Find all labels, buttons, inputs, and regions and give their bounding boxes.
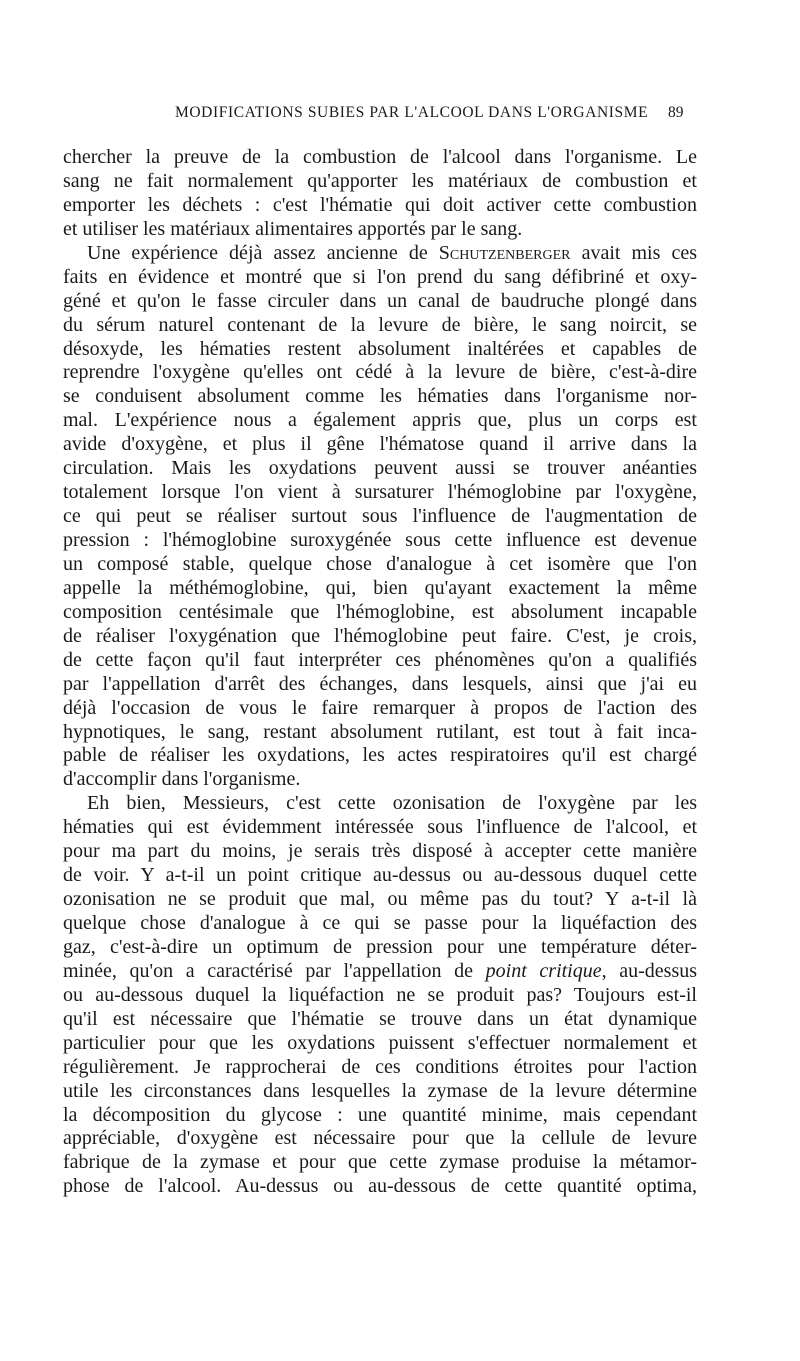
text-line: par l'appellation d'arrêt des échanges, dans lesquels, ainsi que j'ai eu — [63, 672, 697, 695]
italic-term: point critique — [485, 959, 602, 982]
text-line: chercher la preuve de la combustion de l'alcool dans l'organisme. Le — [63, 146, 697, 168]
text-line: utile les circonstances dans lesquelles la zymase de la levure détermine — [63, 1079, 697, 1102]
text-line: d'accomplir dans l'organisme. — [63, 768, 301, 791]
text-line: circulation. Mais les oxydations peuvent aussi se trouver anéanties — [63, 457, 697, 480]
text-line: géné et qu'on le fasse circuler dans un canal de baudruche plongé dans — [63, 289, 697, 312]
text-line: désoxyde, les hématies restent absolument inaltérées et capables de — [63, 337, 697, 360]
text-line: faits en évidence et montré que si l'on prend du sang défibriné et oxy- — [63, 265, 697, 288]
text-line: appréciable, d'oxygène est nécessaire pour que la cellule de levure — [63, 1127, 697, 1150]
running-head: MODIFICATIONS SUBIES PAR L'ALCOOL DANS L'ORGANISME — [175, 104, 649, 121]
text-line: composition centésimale que l'hémoglobine, est absolument incapable — [63, 600, 697, 623]
text-line: ou au-dessous duquel la liquéfaction ne se produit pas? Toujours est-il — [63, 983, 697, 1006]
text-line: avide d'oxygène, et plus il gêne l'hématose quand il arrive dans la — [63, 433, 697, 456]
text-line: pression : l'hémoglobine suroxygénée sous cette influence est devenue — [63, 529, 697, 551]
text-line: la décomposition du glycose : une quantité minime, mais cependant — [63, 1103, 697, 1126]
text-line: et utiliser les matériaux alimentaires apportés par le sang. — [63, 217, 523, 240]
text-line: régulièrement. Je rapprocherai de ces conditions étroites pour l'action — [63, 1055, 697, 1078]
text-line: du sérum naturel contenant de la levure de bière, le sang noircit, se — [63, 313, 697, 336]
text-line: ce qui peut se réaliser surtout sous l'influence de l'augmentation de — [63, 505, 697, 528]
text-line: se conduisent absolument comme les hématies dans l'organisme nor- — [63, 385, 697, 408]
text-line: particulier pour que les oxydations puissent s'effectuer normalement et — [63, 1031, 697, 1054]
text-line: fabrique de la zymase et pour que cette zymase produise la métamor- — [63, 1151, 697, 1174]
text-line: totalement lorsque l'on vient à sursaturer l'hémoglobine par l'oxygène, — [63, 481, 697, 504]
text-line: pour ma part du moins, je serais très disposé à accepter cette manière — [63, 840, 697, 863]
text-line: Eh bien, Messieurs, c'est cette ozonisation de l'oxygène par les — [87, 792, 697, 815]
text-line: appelle la méthémoglobine, qui, bien qu'ayant exactement la même — [63, 576, 697, 599]
text-line: ozonisation ne se produit que mal, ou même pas du tout? Y a-t-il là — [63, 888, 697, 911]
text-line: hématies qui est évidemment intéressée sous l'influence de l'alcool, et — [63, 816, 697, 839]
text-line: sang ne fait normalement qu'apporter les matériaux de combustion et — [63, 169, 697, 192]
text-line — [63, 242, 697, 266]
text-span: minée, qu'on a caractérisé par l'appellation de — [63, 959, 474, 982]
text-span: avait mis ces — [581, 241, 697, 264]
text-span: , au-dessus — [601, 959, 697, 982]
text-line: de réaliser l'oxygénation que l'hémoglobine peut faire. C'est, je crois, — [63, 624, 697, 647]
text-line: pable de réaliser les oxydations, les actes respiratoires qu'il est chargé — [63, 744, 697, 767]
text-line: hypnotiques, le sang, restant absolument rutilant, est tout à fait inca- — [63, 720, 697, 743]
text-line: quelque chose d'analogue à ce qui se passe pour la liquéfaction des — [63, 912, 697, 934]
body-text — [63, 146, 697, 1199]
text-line: gaz, c'est-à-dire un optimum de pression pour une température déter- — [63, 935, 697, 958]
text-line: emporter les déchets : c'est l'hématie qui doit activer cette combustion — [63, 193, 697, 216]
text-line — [63, 960, 697, 984]
text-line: déjà l'occasion de vous le faire remarquer à propos de l'action des — [63, 696, 697, 719]
text-line: de voir. Y a-t-il un point critique au-dessus ou au-dessous duquel cette — [63, 864, 697, 887]
text-line: mal. L'expérience nous a également appris que, plus un corps est — [63, 409, 697, 432]
author-name: Schutzenberger — [438, 241, 571, 264]
text-line: phose de l'alcool. Au-dessus ou au-dessous de cette quantité optima, — [63, 1175, 697, 1198]
text-line: un composé stable, quelque chose d'analogue à cet isomère que l'on — [63, 552, 697, 575]
text-line: de cette façon qu'il faut interpréter ces phénomènes qu'on a qualifiés — [63, 648, 697, 671]
text-span: Une expérience déjà assez ancienne de — [87, 241, 428, 264]
text-line: qu'il est nécessaire que l'hématie se trouve dans un état dynamique — [63, 1007, 697, 1030]
text-line: reprendre l'oxygène qu'elles ont cédé à la levure de bière, c'est-à-dire — [63, 361, 697, 384]
page-number: 89 — [668, 104, 684, 121]
